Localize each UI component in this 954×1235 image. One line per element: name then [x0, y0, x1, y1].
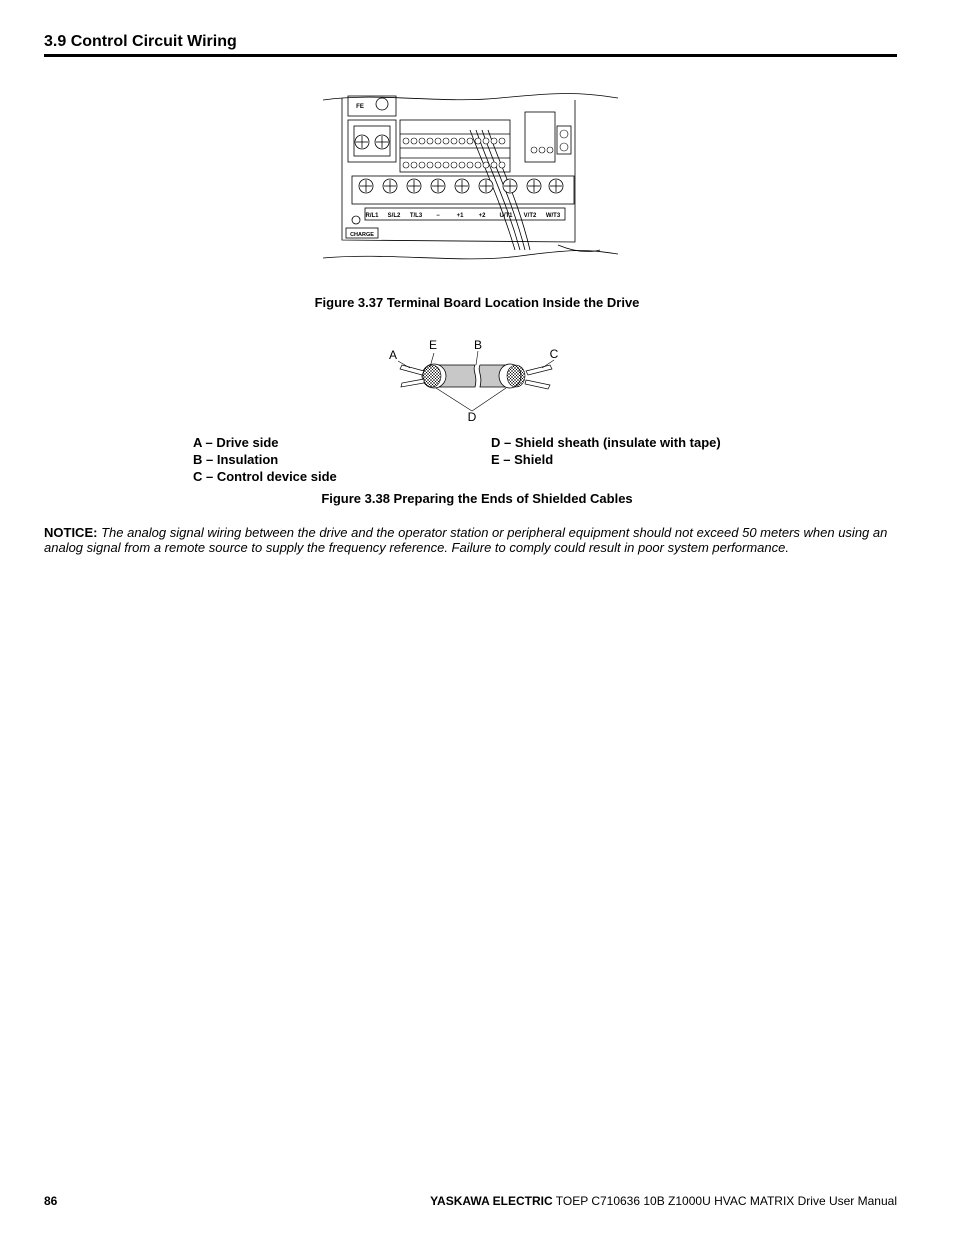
terminal-label: S/L2: [387, 213, 401, 219]
legend-item-b: B – Insulation: [193, 452, 279, 467]
footer-brand: YASKAWA ELECTRIC: [430, 1194, 553, 1208]
terminal-label: +2: [478, 213, 486, 219]
terminal-label: −: [436, 213, 440, 219]
callout-a: A: [388, 348, 398, 362]
charge-label: CHARGE: [350, 232, 374, 238]
notice-text: The analog signal wiring between the drive and the operator station or peripheral equipment should not exceed 50 meters when using an analog signal from a remote source to supply the frequency reference. Failure to comply could result in poor system performance.: [44, 525, 888, 555]
shielded-cable-figure: [380, 335, 570, 427]
header-rule: [44, 54, 897, 57]
callout-e: E: [428, 338, 438, 352]
callout-c: C: [549, 347, 559, 361]
section-title: 3.9 Control Circuit Wiring: [44, 33, 237, 50]
notice-paragraph: [44, 526, 897, 555]
terminal-label: T/L3: [409, 213, 423, 219]
legend-item-a: A – Drive side: [193, 435, 279, 450]
legend-item-e: E – Shield: [491, 452, 554, 467]
terminal-label: U/T1: [499, 213, 513, 219]
legend-right: [491, 434, 721, 468]
terminal-label: W/T3: [545, 213, 561, 219]
top-cut-edge: [323, 94, 618, 101]
page-number: 86: [44, 1194, 58, 1208]
figure-338-caption: Figure 3.38 Preparing the Ends of Shielded Cables: [321, 491, 633, 506]
footer-doc-title: TOEP C710636 10B Z1000U HVAC MATRIX Drive User Manual: [552, 1194, 897, 1208]
terminal-label: V/T2: [523, 213, 537, 219]
terminal-label: +1: [456, 213, 464, 219]
callout-d: D: [467, 410, 477, 424]
legend-item-c: C – Control device side: [193, 469, 337, 484]
footer-doc-info: [430, 1194, 897, 1208]
legend-item-d: D – Shield sheath (insulate with tape): [491, 435, 721, 450]
fe-label: FE: [356, 104, 364, 110]
terminal-label: R/L1: [365, 213, 379, 219]
notice-label: NOTICE:: [44, 525, 98, 540]
terminal-board-figure: [320, 90, 620, 268]
callout-b: B: [473, 338, 483, 352]
bottom-cut-edge: [323, 251, 618, 259]
figure-337-caption: Figure 3.37 Terminal Board Location Inside the Drive: [314, 295, 640, 310]
legend-left: [193, 434, 337, 485]
